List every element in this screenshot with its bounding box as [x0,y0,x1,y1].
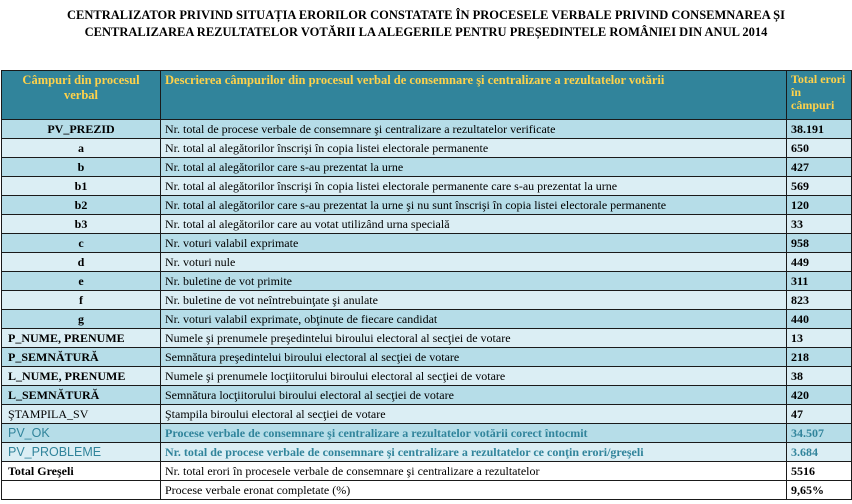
title-line-1: CENTRALIZATOR PRIVIND SITUAȚIA ERORILOR CONSTATATE ÎN PROCESELE VERBALE PRIVIND CONSEMNAREA ȘI [67,8,785,22]
row-value: 38 [787,367,852,386]
table-row [2,481,852,500]
document-title [0,0,852,51]
row-value: 420 [787,386,852,405]
row-code: L_NUME, PRENUME [2,367,161,386]
row-code: PV_PREZID [2,120,161,139]
row-value: 569 [787,177,852,196]
row-code: ŞTAMPILA_SV [2,405,161,424]
table-row [2,272,852,291]
row-code: a [2,139,161,158]
table-row [2,158,852,177]
row-description: Nr. voturi valabil exprimate, obţinute de fiecare candidat [161,310,787,329]
table-row [2,310,852,329]
header-total-errors: Total erori în câmpuri [787,71,852,120]
row-code: PV_OK [2,424,161,443]
row-description: Numele şi prenumele preşedintelui biroului electoral al secţiei de votare [161,329,787,348]
row-value: 38.191 [787,120,852,139]
row-code: d [2,253,161,272]
row-code: b1 [2,177,161,196]
table-row [2,329,852,348]
title-line-2: CENTRALIZAREA REZULTATELOR VOTĂRII LA ALEGERILE PENTRU PREȘEDINTELE ROMÂNIEI DIN ANUL 2014 [84,25,768,39]
row-value: 5516 [787,462,852,481]
table-header-row [2,71,852,120]
row-description: Procese verbale eronat completate (%) [161,481,787,500]
table-row [2,253,852,272]
row-code: L_SEMNĂTURĂ [2,386,161,405]
table-row [2,386,852,405]
header-fields: Câmpuri din procesul verbal [2,71,161,120]
row-description: Nr. total al alegătorilor înscrişi în copia listei electorale permanente [161,139,787,158]
table-row [2,443,852,462]
row-description: Nr. buletine de vot neîntrebuinţate şi anulate [161,291,787,310]
row-code: f [2,291,161,310]
table-row [2,462,852,481]
row-description: Nr. total erori în procesele verbale de consemnare şi centralizare a rezultatelor [161,462,787,481]
table-row [2,177,852,196]
row-description: Ştampila biroului electoral al secţiei de votare [161,405,787,424]
row-description: Nr. voturi valabil exprimate [161,234,787,253]
table-row [2,120,852,139]
errors-table [1,70,852,500]
table-row [2,234,852,253]
row-value: 13 [787,329,852,348]
row-description: Nr. total al alegătorilor care au votat utilizând urna specială [161,215,787,234]
row-description: Semnătura locţiitorului biroului electoral al secţiei de votare [161,386,787,405]
row-value: 9,65% [787,481,852,500]
row-description: Nr. buletine de vot primite [161,272,787,291]
row-code: g [2,310,161,329]
row-description: Procese verbale de consemnare şi centralizare a rezultatelor votării corect întocmit [161,424,787,443]
row-code: P_SEMNĂTURĂ [2,348,161,367]
row-description: Semnătura preşedintelui biroului electoral al secţiei de votare [161,348,787,367]
table-row [2,405,852,424]
row-code: c [2,234,161,253]
row-value: 311 [787,272,852,291]
row-value: 34.507 [787,424,852,443]
row-description: Numele şi prenumele locţiitorului biroului electoral al secţiei de votare [161,367,787,386]
row-value: 3.684 [787,443,852,462]
row-code: b [2,158,161,177]
header-description: Descrierea câmpurilor din procesul verbal de consemnare şi centralizare a rezultatelor votării [161,71,787,120]
row-value: 449 [787,253,852,272]
table-row [2,348,852,367]
row-description: Nr. total al alegătorilor înscrişi în copia listei electorale permanente care s-au prezentat la urne [161,177,787,196]
row-value: 120 [787,196,852,215]
row-description: Nr. total al alegătorilor care s-au prezentat la urne [161,158,787,177]
row-code: Total Greşeli [2,462,161,481]
row-value: 427 [787,158,852,177]
row-value: 958 [787,234,852,253]
row-value: 650 [787,139,852,158]
row-value: 47 [787,405,852,424]
table-row [2,215,852,234]
row-code [2,481,161,500]
row-code: PV_PROBLEME [2,443,161,462]
row-description: Nr. total al alegătorilor care s-au prezentat la urne şi nu sunt înscrişi în copia listei electorale permanente [161,196,787,215]
row-value: 440 [787,310,852,329]
table-row [2,424,852,443]
row-code: b2 [2,196,161,215]
row-description: Nr. voturi nule [161,253,787,272]
row-value: 33 [787,215,852,234]
row-description: Nr. total de procese verbale de consemnare şi centralizare a rezultatelor verificate [161,120,787,139]
table-row [2,367,852,386]
row-code: b3 [2,215,161,234]
row-code: e [2,272,161,291]
row-description: Nr. total de procese verbale de consemnare şi centralizare a rezultatelor ce conţin erori/greşeli [161,443,787,462]
row-value: 218 [787,348,852,367]
table-row [2,196,852,215]
table-row [2,291,852,310]
row-value: 823 [787,291,852,310]
table-row [2,139,852,158]
row-code: P_NUME, PRENUME [2,329,161,348]
